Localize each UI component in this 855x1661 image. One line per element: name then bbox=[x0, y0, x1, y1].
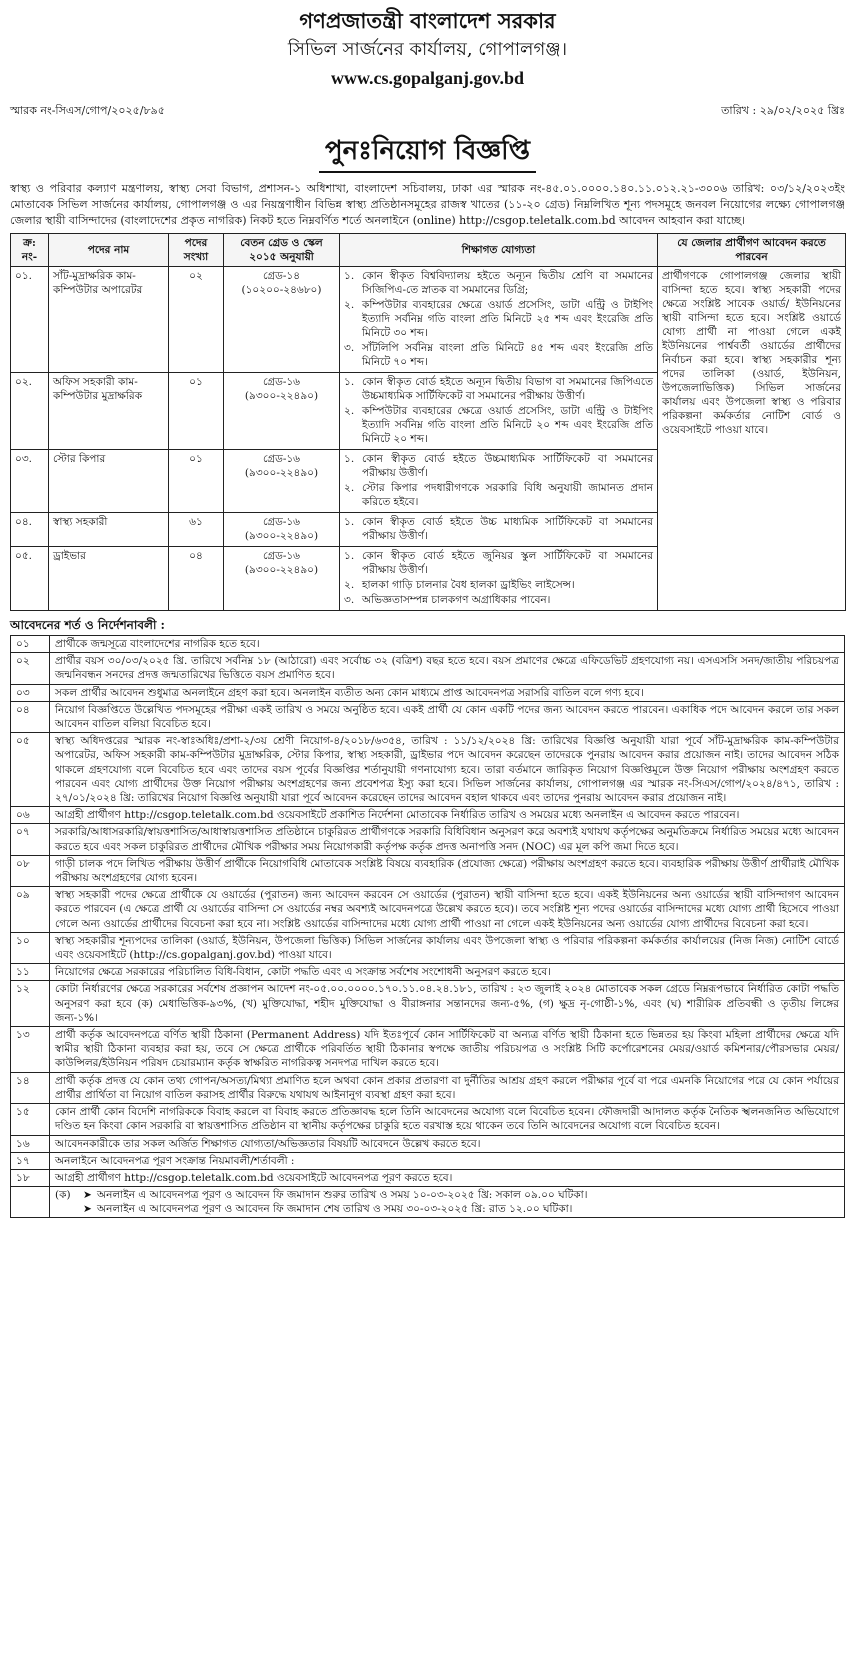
post-name: স্বাস্থ্য সহকারী bbox=[49, 513, 169, 547]
rules-title: আবেদনের শর্ত ও নির্দেশনাবলী : bbox=[10, 618, 165, 632]
eligibility-text: প্রার্থীগণকে গোপালগঞ্জ জেলার স্থায়ী বাসিন্দা হতে হবে। স্বাস্থ্য সহকারী পদের ক্ষেত্রে সংশ্লিষ্ট সাবেক ওয়ার্ড/ ইউনিয়নের স্থায়ী বাসিন্দা হতে হবে। সংশ্লিষ্ট ওয়ার্ডে যোগ্য প্রার্থী না পাওয়া গেলে একই ইউনিয়নের পার্শ্ববর্তী ওয়ার্ডের প্রার্থীদের নির্বাচন করা হবে। স্বাস্থ্য সহকারীর শূন্য পদের তালিকা (ওয়ার্ড, ইউনিয়ন, উপজেলাভিত্তিক) সিভিল সার্জনের কার্যালয় এবং উপজেলা স্বাস্থ্য ও পরিবার পরিকল্পনা কর্মকর্তার নোটিশ বোর্ড ও ওয়েবসাইটে পাওয়া যাবে। bbox=[658, 267, 846, 611]
rule-number: ০৭ bbox=[11, 824, 50, 855]
intro-paragraph: স্বাস্থ্য ও পরিবার কল্যাণ মন্ত্রণালয়, স্বাস্থ্য সেবা বিভাগ, প্রশাসন-১ অধিশাখা, বাংলাদেশ সচিবালয়, ঢাকা এর স্মারক নং-৪৫.০১.০০০০.১৪০.১১.০১২.২১-৩০০৬ তারিখ: ০৩/১২/২০২৩ইং মোতাবেক সিভিল সার্জনের কার্যালয়, গোপালগঞ্জ ও এর নিয়ন্ত্রণাধীন বিভিন্ন স্বাস্থ্য প্রতিষ্ঠানসমূহের রাজস্ব খাতের (১১-২০ গ্রেড) নিম্নলিখিত শূন্য পদসমূহে জনবল নিয়োগের লক্ষ্যে গোপালগঞ্জ জেলার স্থায়ী বাসিন্দাদের (বাংলাদেশের প্রকৃত নাগরিক) নিকট হতে নিম্নবর্ণিত শর্তে অনলাইনে (online) http://csgop.teletalk.com.bd আবেদন আহবান করা যাচ্ছে। bbox=[10, 182, 845, 227]
rule-row bbox=[11, 733, 845, 807]
qualification-text: হালকা গাড়ি চালনার বৈধ হালকা ড্রাইভিং লাইসেন্স। bbox=[362, 579, 575, 591]
rule-text: সকল প্রার্থীর আবেদন শুধুমাত্র অনলাইনে গ্রহণ করা হবে। অনলাইন ব্যতীত অন্য কোন মাধ্যমে প্রাপ্ত আবেদনপত্র সরাসরি বাতিল বলে গণ্য হবে। bbox=[50, 684, 845, 701]
post-count: ০১ bbox=[169, 450, 224, 513]
qualification-item bbox=[344, 375, 653, 403]
rule-text: কোন প্রার্থী কোন বিদেশি নাগরিককে বিবাহ করলে বা বিবাহ করতে প্রতিজ্ঞাবদ্ধ হলে তিনি আবেদনের অযোগ্য বলে বিবেচিত হবেন। ফৌজদারী আদালত কর্তৃক নৈতিক স্খলনজনিত অভিযোগে দণ্ডিত হন কিংবা কোন সরকারি বা স্বায়ত্তশাসিত প্রতিষ্ঠান বা স্থানীয় কর্তৃপক্ষের চাকুরি হতে বরখাস্ত হয়ে থাকেন তবে তিনি আবেদনের অযোগ্য বলে বিবেচিত হবেন। bbox=[50, 1104, 845, 1135]
grade-label: গ্রেড-১৬ bbox=[262, 453, 301, 465]
arrow-icon: ➤ bbox=[83, 1203, 92, 1216]
post-sl: ০৪. bbox=[11, 513, 49, 547]
post-qualifications bbox=[340, 373, 658, 450]
rule-number: ১৩ bbox=[11, 1027, 50, 1073]
post-qualifications bbox=[340, 547, 658, 611]
qualification-item bbox=[344, 298, 653, 340]
memo-line bbox=[10, 104, 845, 118]
rule-row bbox=[11, 964, 845, 981]
rule-row bbox=[11, 653, 845, 684]
grade-label: গ্রেড-১৬ bbox=[262, 550, 301, 562]
sub-item-label: (ক) bbox=[55, 1189, 71, 1202]
qualification-text: অভিজ্ঞতাসম্পন্ন চালকগণ অগ্রাধিকার পাবেন। bbox=[362, 594, 551, 606]
rule-number: ০৫ bbox=[11, 733, 50, 807]
rule-number: ০৯ bbox=[11, 887, 50, 933]
col-qualification: শিক্ষাগত যোগ্যতা bbox=[340, 234, 658, 267]
col-count: পদের সংখ্যা bbox=[169, 234, 224, 267]
post-count: ৬১ bbox=[169, 513, 224, 547]
rule-text: গাড়ী চালক পদে লিখিত পরীক্ষায় উত্তীর্ণ প্রার্থীকে নিয়োগবিধি মোতাবেক সংশ্লিষ্ট বিষয়ে ব্যবহারিক (প্রযোজ্য ক্ষেত্রে) পরীক্ষায় অংশগ্রহণ করতে হবে। ব্যবহারিক পরীক্ষায় উত্তীর্ণ প্রার্থীরাই মৌখিক পরীক্ষায় অংশগ্রহণের যোগ্য হবেন। bbox=[50, 855, 845, 886]
post-name: অফিস সহকারী কাম-কম্পিউটার মুদ্রাক্ষরিক bbox=[49, 373, 169, 450]
rule-number: ১৪ bbox=[11, 1072, 50, 1103]
sub-item-text: অনলাইন এ আবেদনপত্র পূরণ ও আবেদন ফি জমাদান শুরুর তারিখ ও সময় ১০-০৩-২০২৫ খ্রি: সকাল ০৯.০০ ঘটিকা। bbox=[97, 1189, 588, 1202]
rule-number: ০৮ bbox=[11, 855, 50, 886]
rule-number: ১৫ bbox=[11, 1104, 50, 1135]
qualification-number: ৩. bbox=[344, 594, 355, 606]
qualification-number: ১. bbox=[344, 270, 355, 282]
qualification-item bbox=[344, 404, 653, 446]
col-grade: বেতন গ্রেড ও স্কেল ২০১৫ অনুযায়ী bbox=[224, 234, 340, 267]
qualification-item bbox=[344, 593, 653, 607]
qualification-item bbox=[344, 341, 653, 369]
rule-number: ০৩ bbox=[11, 684, 50, 701]
rule-text: স্বাস্থ্য অধিদপ্তরের স্মারক নং-স্বাঃঅধিঃ/প্রশা-২/৩য় শ্রেণী নিয়োগ-৪/২০১৮/৬৩৫৪, তারিখ : ১১/১২/২০২৪ খ্রি: তারিখের বিজ্ঞপ্তি অনুযায়ী যারা পূর্বে সাঁট-মুদ্রাক্ষরিক কাম-কম্পিউটার অপারেটর, অফিস সহকারী কাম-কম্পিউটার মুদ্রাক্ষরিক, স্টোর কিপার, স্বাস্থ্য সহকারী, ড্রাইভার পদে আবেদন করেছেন তাদেরকে পুনরায় আবেদন করার প্রয়োজন নাই। তাদের আবেদন সঠিক থাকলে গ্রহণযোগ্য বলে বিবেচিত হবে এবং তাদের বয়স পূর্বের বিজ্ঞপ্তির শর্তানুযায়ী গণনাযোগ্য হবে। তারা বর্তমানে জারিকৃত নিয়োগ বিজ্ঞপ্তিমূলে উক্ত নিয়োগ পরীক্ষায় অংশগ্রহণ করতে পারবেন এবং যোগ্য প্রার্থীদের উক্ত নিয়োগ পরীক্ষায় অংশগ্রহণের জন্য প্রবেশপত্র ইস্যু করা হবে। সিভিল সার্জনের কার্যালয়, গোপালগঞ্জ এর স্মারক নং-সিএস/গোপ/২০২৪/৪৭১, তারিখ : ২৭/০১/২০২৪ খ্রি: তারিখের নিয়োগ বিজ্ঞপ্তি অনুযায়ী যারা পূর্বে আবেদন করেছেন তাদের আবেদন বহাল থাকবে এবং তাদের পুনরায় আবেদন করার প্রয়োজন নাই। bbox=[50, 733, 845, 807]
rule-subitems bbox=[50, 1187, 845, 1218]
qualification-number: ২. bbox=[344, 579, 355, 591]
qualification-text: কোন স্বীকৃত বিশ্ববিদ্যালয় হইতে অন্যূন দ্বিতীয় শ্রেণি বা সমমানের সিজিপিএ-তে স্নাতক বা সমমানের ডিগ্রি; bbox=[362, 270, 653, 296]
rule-row bbox=[11, 932, 845, 963]
rule-row bbox=[11, 824, 845, 855]
rule-number: ০৪ bbox=[11, 701, 50, 732]
rule-row bbox=[11, 855, 845, 886]
rule-row bbox=[11, 1135, 845, 1152]
rule-text: আবেদনকারীকে তার সকল অর্জিত শিক্ষাগত যোগ্যতা/অভিজ্ঞতার বিষয়টি আবেদনে উল্লেখ করতে হবে। bbox=[50, 1135, 845, 1152]
post-grade bbox=[224, 547, 340, 611]
rule-number: ১৭ bbox=[11, 1152, 50, 1169]
rule-row bbox=[11, 701, 845, 732]
qualification-text: সাঁটলিপি সর্বনিম্ন বাংলা প্রতি মিনিটে ৪৫ শব্দ এবং ইংরেজি প্রতি মিনিটে ৭০ শব্দ। bbox=[362, 342, 653, 368]
rule-text: স্বাস্থ্য সহকারীর শূন্যপদের তালিকা (ওয়ার্ড, ইউনিয়ন, উপজেলা ভিত্তিক) সিভিল সার্জনের কার্যালয় এবং উপজেলা স্বাস্থ্য ও পরিবার পরিকল্পনা কর্মকর্তার কার্যালয়ের (নিজ নিজ) নোটিশ বোর্ডে এবং ওয়েবসাইটে (http://cs.gopalganj.gov.bd) পাওয়া যাবে। bbox=[50, 932, 845, 963]
pay-scale: (৯৩০০-২২৪৯০) bbox=[244, 564, 319, 576]
rule-text: প্রার্থীকে জন্মসূত্রে বাংলাদেশের নাগরিক হতে হবে। bbox=[50, 636, 845, 653]
sub-item-text: অনলাইন এ আবেদনপত্র পূরণ ও আবেদন ফি জমাদান শেষ তারিখ ও সময় ৩০-০৩-২০২৫ খ্রি: রাত ১২.০০ ঘটিকা। bbox=[97, 1203, 573, 1216]
qualification-number: ২. bbox=[344, 299, 355, 311]
post-name: স্টোর কিপার bbox=[49, 450, 169, 513]
qualification-text: কোন স্বীকৃত বোর্ড হইতে উচ্চমাধ্যমিক সার্টিফিকেট বা সমমানের পরীক্ষায় উত্তীর্ণ। bbox=[362, 453, 653, 479]
qualification-item bbox=[344, 452, 653, 480]
grade-label: গ্রেড-১৬ bbox=[262, 516, 301, 528]
notice-title-wrap bbox=[10, 134, 845, 173]
col-eligibility: যে জেলার প্রার্থীগণ আবেদন করতে পারবেন bbox=[658, 234, 846, 267]
rule-row bbox=[11, 684, 845, 701]
rule-text: নিয়োগ বিজ্ঞপ্তিতে উল্লেখিত পদসমূহের পরীক্ষা একই তারিখ ও সময়ে অনুষ্ঠিত হবে। একই প্রার্থী যে কোন একটি পদের জন্য আবেদন করতে পারবেন। একাধিক পদে আবেদন করলে তার সকল আবেদন বাতিল বলিয়া বিবেচিত হবে। bbox=[50, 701, 845, 732]
post-name: সাঁট-মুদ্রাক্ষরিক কাম-কম্পিউটার অপারেটর bbox=[49, 267, 169, 373]
col-sl: ক্র: নং- bbox=[11, 234, 49, 267]
rule-number: ০২ bbox=[11, 653, 50, 684]
qualification-item bbox=[344, 515, 653, 543]
pay-scale: (৯৩০০-২২৪৯০) bbox=[244, 530, 319, 542]
grade-label: গ্রেড-১৪ bbox=[262, 270, 301, 282]
letterhead bbox=[10, 6, 845, 92]
grade-label: গ্রেড-১৬ bbox=[262, 376, 301, 388]
office-name: সিভিল সার্জনের কার্যালয়, গোপালগঞ্জ। bbox=[287, 39, 568, 60]
post-count: ০৪ bbox=[169, 547, 224, 611]
post-grade bbox=[224, 513, 340, 547]
rule-row bbox=[11, 1072, 845, 1103]
rule-text: প্রার্থী কর্তৃক আবেদনপত্রে বর্ণিত স্থায়ী ঠিকানা (Permanent Address) যদি ইতঃপূর্বে কোন সার্টিফিকেট বা অন্যত্র বর্ণিত স্থায়ী ঠিকানা হতে ভিন্নতর হয় কিংবা মহিলা প্রার্থীদের ক্ষেত্রে যদি স্বামীর স্থায়ী ঠিকানা ব্যবহার করা হয়, তবে সে ক্ষেত্রে প্রার্থীকে পরিবর্তিত স্থায়ী ঠিকানার স্বপক্ষে জাতীয় পরিচয়পত্র ও সংশ্লিষ্ট সিটি কর্পোরেশনের মেয়র/ওয়ার্ড কমিশনার/পৌরসভার মেয়র/কাউন্সিলর/ইউনিয়ন পরিষদ চেয়ারম্যান কর্তৃক স্বাক্ষরিত নাগরিকত্ব সনদপত্র দাখিল করতে হবে। bbox=[50, 1027, 845, 1073]
post-grade bbox=[224, 267, 340, 373]
govt-name: গণপ্রজাতন্ত্রী বাংলাদেশ সরকার bbox=[299, 8, 556, 33]
notice-title: পুনঃনিয়োগ বিজ্ঞপ্তি bbox=[319, 134, 536, 173]
post-count: ০২ bbox=[169, 267, 224, 373]
rule-text: সরকারি/আধাসরকারি/স্বায়ত্তশাসিত/আধাস্বায়ত্তশাসিত প্রতিষ্ঠানে চাকুরিরত প্রার্থীগণকে সরকারি বিধিবিধান অনুসরণ করে অবশ্যই যথাযথ কর্তৃপক্ষের অনুমতিক্রমে নির্ধারিত সময়ের মধ্যে আবেদন করতে হবে এবং সকল চাকুরিরত প্রার্থীদের মৌখিক পরীক্ষার সময় নিয়োগকারী কর্তৃপক্ষ কর্তৃক প্রদত্ত অনাপত্তি সনদ (NOC) এর মূল কপি জমা দিতে হবে। bbox=[50, 824, 845, 855]
qualification-text: কম্পিউটার ব্যবহারের ক্ষেত্রে ওয়ার্ড প্রসেসিং, ডাটা এন্ট্রি ও টাইপিং ইত্যাদি সর্বনিম্ন গতি বাংলা প্রতি মিনিটে ২৫ শব্দ এবং ইংরেজি প্রতি মিনিটে ৩০ শব্দ। bbox=[362, 299, 653, 339]
posts-table-header bbox=[11, 234, 846, 267]
sub-item-label bbox=[55, 1202, 83, 1216]
post-qualifications bbox=[340, 513, 658, 547]
qualification-number: ২. bbox=[344, 482, 355, 494]
rule-subitems-row bbox=[11, 1187, 845, 1218]
rule-text: কোটা নির্ধারণের ক্ষেত্রে সরকারের সর্বশেষ প্রজ্ঞাপন আদেশ নং-০৫.০০.০০০০.১৭০.১১.০৪.২৪.১৮১, তারিখ : ২৩ জুলাই ২০২৪ মোতাবেক সকল গ্রেডে নিম্নরূপভাবে নির্ধারিত কোটা পদ্ধতি অনুসরণ করা হবে (ক) মেধাভিত্তিক-৯৩%, (খ) মুক্তিযোদ্ধা, শহীদ মুক্তিযোদ্ধা ও বীরাঙ্গনার সন্তানদের জন্য-৫%, (গ) ক্ষুদ্র নৃ-গোষ্ঠী-১%, এবং (ঘ) শারীরিক প্রতিবন্ধী ও তৃতীয় লিঙ্গের জন্য-১%। bbox=[50, 981, 845, 1027]
post-name: ড্রাইভার bbox=[49, 547, 169, 611]
post-sl: ০৫. bbox=[11, 547, 49, 611]
qualification-text: কোন স্বীকৃত বোর্ড হইতে অন্যূন দ্বিতীয় বিভাগ বা সমমানের জিপিএতে উচ্চমাধ্যমিক সার্টিফিকেট বা সমমানের পরীক্ষায় উত্তীর্ণ। bbox=[362, 376, 653, 402]
post-count: ০১ bbox=[169, 373, 224, 450]
qualification-text: স্টোর কিপার পদধারীগণকে সরকারি বিধি অনুযায়ী জামানত প্রদান করিতে হইবে। bbox=[362, 482, 653, 508]
rule-text: প্রার্থীর বয়স ৩০/০৩/২০২৫ খ্রি. তারিখে সর্বনিম্ন ১৮ (আঠারো) এবং সর্বোচ্চ ৩২ (বত্রিশ) বছর হতে হবে। বয়স প্রমাণের ক্ষেত্রে এফিডেভিট গ্রহণযোগ্য নয়। এসএসসি সনদ/জাতীয় পরিচয়পত্র জন্মনিবন্ধন সনদের প্রদত্ত জন্মতারিখের ভিত্তিতে বয়স প্রমাণিত হবে। bbox=[50, 653, 845, 684]
rule-number: ১৮ bbox=[11, 1169, 50, 1186]
qualification-number: ১. bbox=[344, 453, 355, 465]
rule-row bbox=[11, 1027, 845, 1073]
rule-number: ১২ bbox=[11, 981, 50, 1027]
memo-date: তারিখ : ২৯/০২/২০২৫ খ্রিঃ bbox=[721, 104, 845, 117]
rule-number-blank bbox=[11, 1187, 50, 1218]
rule-number: ০১ bbox=[11, 636, 50, 653]
qualification-number: ১. bbox=[344, 516, 355, 528]
qualification-item bbox=[344, 269, 653, 297]
rule-row bbox=[11, 1169, 845, 1186]
rule-row bbox=[11, 887, 845, 933]
office-website[interactable]: www.cs.gopalganj.gov.bd bbox=[330, 68, 525, 88]
qualification-text: কম্পিউটার ব্যবহারের ক্ষেত্রে ওয়ার্ড প্রসেসিং, ডাটা এন্ট্রি ও টাইপিং ইত্যাদি সর্বনিম্ন গতি বাংলা প্রতি মিনিটে ২০ শব্দ এবং ইংরেজি প্রতি মিনিটে ২০ শব্দ। bbox=[362, 405, 653, 445]
post-sl: ০৩. bbox=[11, 450, 49, 513]
rules-table bbox=[10, 635, 845, 1218]
notice-page bbox=[10, 0, 845, 1218]
post-qualifications bbox=[340, 267, 658, 373]
col-post: পদের নাম bbox=[49, 234, 169, 267]
rule-number: ১১ bbox=[11, 964, 50, 981]
qualification-number: ১. bbox=[344, 376, 355, 388]
post-qualifications bbox=[340, 450, 658, 513]
rule-row bbox=[11, 636, 845, 653]
sub-item bbox=[55, 1202, 839, 1216]
rule-text: অনলাইনে আবেদনপত্র পূরণ সংক্রান্ত নিয়মাবলী/শর্তাবলী : bbox=[50, 1152, 845, 1169]
post-grade bbox=[224, 450, 340, 513]
rule-text: স্বাস্থ্য সহকারী পদের ক্ষেত্রে প্রার্থীকে যে ওয়ার্ডের (পুরাতন) জন্য আবেদন করবেন সে ওয়ার্ডের (পুরাতন) স্থায়ী বাসিন্দা হতে হবে। একই ইউনিয়নের অন্য ওয়ার্ডের স্থায়ী বাসিন্দাগণ আবেদন করতে পারবেন (এ ক্ষেত্রে প্রার্থী যে ওয়ার্ডের বাসিন্দা সে ওয়ার্ডের নম্বর অবশ্যই আবেদনপত্রে উল্লেখ করতে হবে)। তবে সংশ্লিষ্ট শূন্য পদের ওয়ার্ডের বাসিন্দাদের মধ্যে যোগ্য প্রার্থী হিসেবে পাওয়া গেলে অন্য ওয়ার্ডের প্রার্থীদের বিবেচনা করা হবে না। সংশ্লিষ্ট ওয়ার্ডের বাসিন্দাদের মধ্যে যোগ্য প্রার্থী পাওয়া না গেলে একই ইউনিয়নের অন্য ওয়ার্ডের যোগ্য প্রার্থীদের বিবেচনা করা হবে। bbox=[50, 887, 845, 933]
memo-number: স্মারক নং-সিএস/গোপ/২০২৫/৮৯৫ bbox=[10, 104, 165, 117]
rule-row bbox=[11, 1152, 845, 1169]
qualification-item bbox=[344, 549, 653, 577]
qualification-number: ১. bbox=[344, 550, 355, 562]
post-grade bbox=[224, 373, 340, 450]
rule-row bbox=[11, 807, 845, 824]
qualification-text: কোন স্বীকৃত বোর্ড হইতে উচ্চ মাধ্যমিক সার্টিফিকেট বা সমমানের পরীক্ষায় উত্তীর্ণ। bbox=[362, 516, 653, 542]
qualification-number: ৩. bbox=[344, 342, 355, 354]
arrow-icon: ➤ bbox=[83, 1189, 92, 1202]
rule-text: আগ্রহী প্রার্থীগণ http://csgop.teletalk.com.bd ওয়েবসাইটে প্রকাশিত নির্দেশনা মোতাবেক নির্ধারিত তারিখ ও সময়ের মধ্যে অনলাইন এ আবেদন করতে পারবেন। bbox=[50, 807, 845, 824]
rule-number: ১৬ bbox=[11, 1135, 50, 1152]
table-row bbox=[11, 267, 846, 373]
rule-text: প্রার্থী কর্তৃক প্রদত্ত যে কোন তথ্য গোপন/অসত্য/মিথ্যা প্রমাণিত হলে অথবা কোন প্রকার প্রতারণা বা দুর্নীতির আশ্রয় গ্রহণ করলে পরীক্ষার পূর্বে বা পরে এমনকি নিয়োগের পরে যে কোন পর্যায়ের প্রার্থীর প্রার্থিতা বা নিয়োগ বাতিল করাসহ প্রার্থীর বিরুদ্ধে যথাযথ আইনানুগ ব্যবস্থা গ্রহণ করা হবে। bbox=[50, 1072, 845, 1103]
rule-number: ১০ bbox=[11, 932, 50, 963]
pay-scale: (১০২০০-২৪৬৮০) bbox=[241, 284, 322, 296]
qualification-text: কোন স্বীকৃত বোর্ড হইতে জুনিয়র স্কুল সার্টিফিকেট বা সমমানের পরীক্ষায় উত্তীর্ণ। bbox=[362, 550, 653, 576]
qualification-item bbox=[344, 578, 653, 592]
rule-number: ০৬ bbox=[11, 807, 50, 824]
pay-scale: (৯৩০০-২২৪৯০) bbox=[244, 390, 319, 402]
sub-item bbox=[55, 1188, 839, 1202]
qualification-number: ২. bbox=[344, 405, 355, 417]
rule-row bbox=[11, 1104, 845, 1135]
rule-text: নিয়োগের ক্ষেত্রে সরকারের পরিচালিত বিধি-বিধান, কোটা পদ্ধতি এবং এ সংক্রান্ত সর্বশেষ সংশোধনী অনুসরণ করতে হবে। bbox=[50, 964, 845, 981]
post-sl: ০২. bbox=[11, 373, 49, 450]
posts-table bbox=[10, 233, 846, 611]
post-sl: ০১. bbox=[11, 267, 49, 373]
rule-row bbox=[11, 981, 845, 1027]
rule-text: আগ্রহী প্রার্থীগণ http://csgop.teletalk.com.bd ওয়েবসাইটে আবেদনপত্র পূরণ করতে হবে। bbox=[50, 1169, 845, 1186]
pay-scale: (৯৩০০-২২৪৯০) bbox=[244, 467, 319, 479]
qualification-item bbox=[344, 481, 653, 509]
